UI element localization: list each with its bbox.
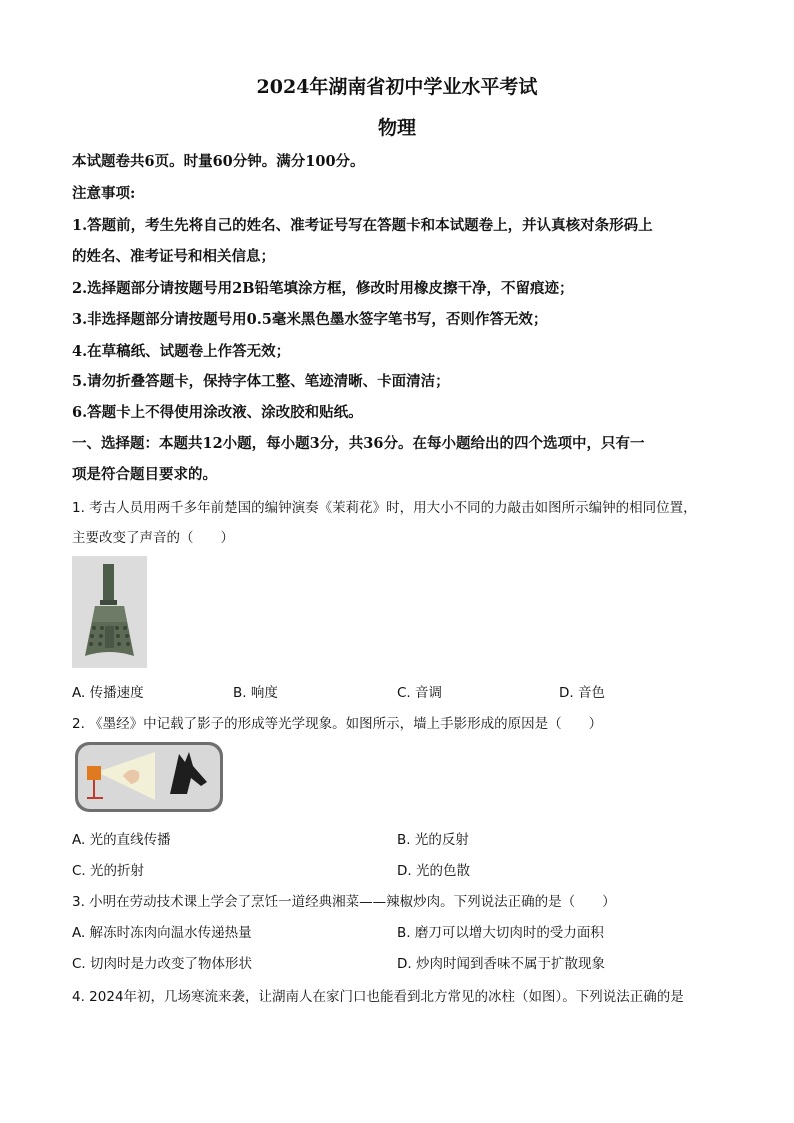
exam-title: 2024年湖南省初中学业水平考试: [256, 76, 538, 98]
question-3-option-d[interactable]: D. 炒肉时闻到香味不属于扩散现象: [397, 956, 605, 972]
question-2-stem: 2. 《墨经》中记载了影子的形成等光学现象。如图所示，墙上手影形成的原因是（ ）: [72, 716, 603, 732]
bronze-bell-image: [72, 556, 147, 668]
question-1-option-a[interactable]: A. 传播速度: [72, 685, 144, 701]
hand-shadow-image: [75, 742, 223, 812]
question-4-stem: 4. 2024年初，几场寒流来袭，让湖南人在家门口也能看到北方常见的冰柱（如图）。下列说法正确的是: [72, 989, 684, 1005]
subject-title: 物理: [377, 117, 416, 139]
question-3-option-a[interactable]: A. 解冻时冻肉向温水传递热量: [72, 925, 252, 941]
notice-item: 1.答题前，考生先将自己的姓名、准考证号写在答题卡和本试题卷上，并认真核对条形码上: [72, 217, 653, 234]
notice-item: 3.非选择题部分请按题号用0.5毫米黑色墨水签字笔书写，否则作答无效；: [72, 311, 548, 328]
notice-item: 2.选择题部分请按题号用2B铅笔填涂方框，修改时用橡皮擦干净，不留痕迹；: [72, 280, 574, 297]
notice-item: 5.请勿折叠答题卡，保持字体工整、笔迹清晰、卡面清洁；: [72, 373, 450, 390]
section-heading: 一、选择题：本题共12小题，每小题3分，共36分。在每小题给出的四个选项中，只有一: [72, 435, 645, 452]
question-2-option-d[interactable]: D. 光的色散: [397, 863, 470, 879]
question-2-option-a[interactable]: A. 光的直线传播: [72, 832, 171, 848]
question-2-option-c[interactable]: C. 光的折射: [72, 863, 145, 879]
question-1-option-c[interactable]: C. 音调: [397, 685, 443, 701]
exam-summary: 本试题卷共6页。时量60分钟。满分100分。: [72, 153, 365, 170]
question-3-option-c[interactable]: C. 切肉时是力改变了物体形状: [72, 956, 253, 972]
question-1-option-d[interactable]: D. 音色: [559, 685, 605, 701]
notice-item: 6.答题卡上不得使用涂改液、涂改胶和贴纸。: [72, 404, 363, 421]
question-1-stem: 1. 考古人员用两千多年前楚国的编钟演奏《茉莉花》时，用大小不同的力敲击如图所示编钟的相同位置，: [72, 500, 697, 516]
section-heading-cont: 项是符合题目要求的。: [72, 466, 217, 483]
question-1-option-b[interactable]: B. 响度: [233, 685, 278, 701]
notice-item: 的姓名、准考证号和相关信息；: [72, 248, 275, 265]
question-2-option-b[interactable]: B. 光的反射: [397, 832, 469, 848]
notice-item: 4.在草稿纸、试题卷上作答无效；: [72, 343, 291, 360]
question-3-stem: 3. 小明在劳动技术课上学会了烹饪一道经典湘菜——辣椒炒肉。下列说法正确的是（ ）: [72, 894, 616, 910]
notice-heading: 注意事项:: [72, 185, 136, 202]
question-3-option-b[interactable]: B. 磨刀可以增大切肉时的受力面积: [397, 925, 604, 941]
question-1-stem-cont: 主要改变了声音的（ ）: [72, 530, 234, 546]
